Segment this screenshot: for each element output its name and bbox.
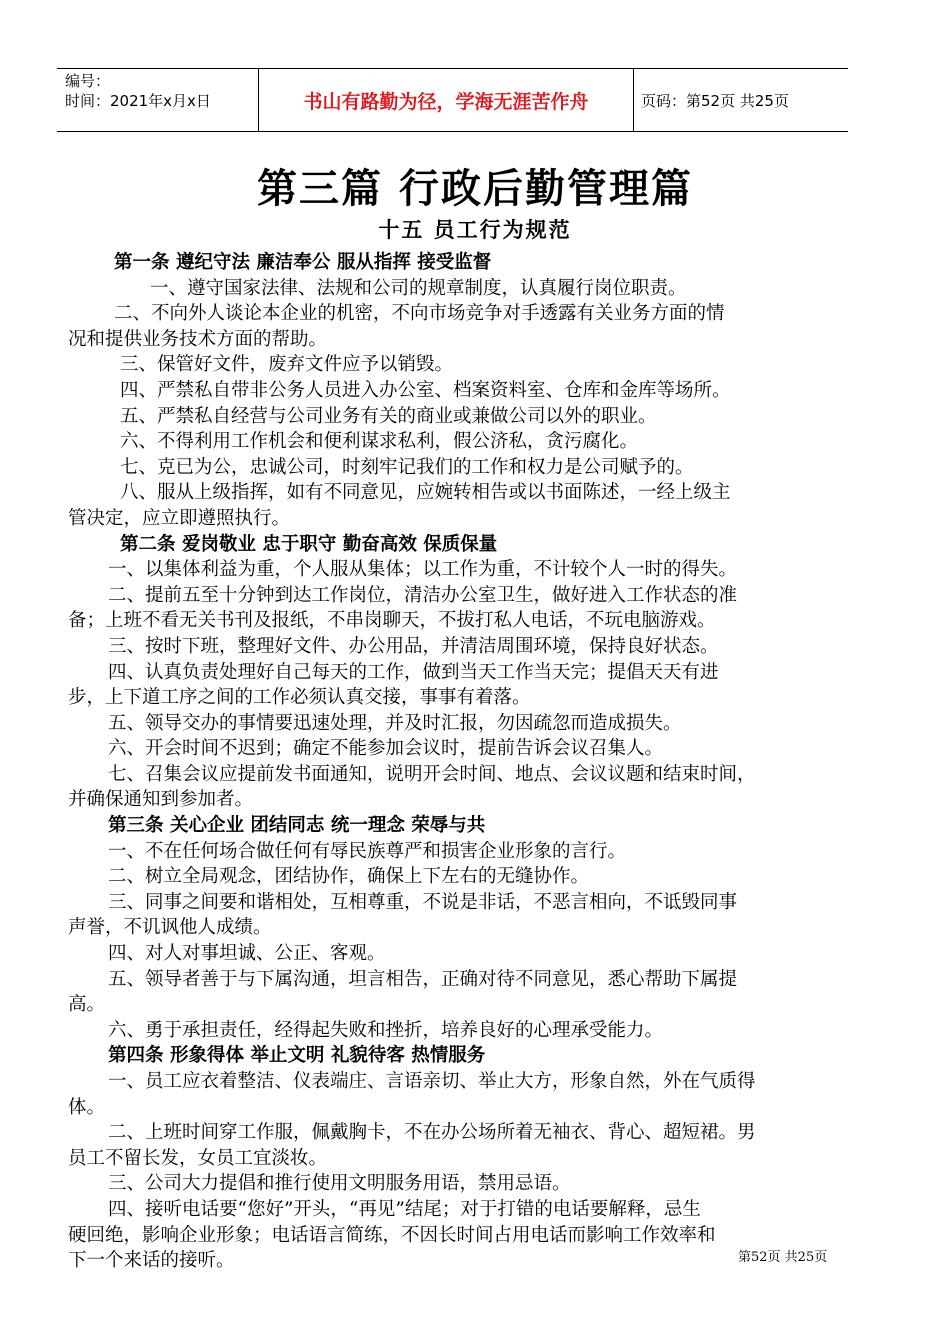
paragraph-line: 一、员工应衣着整洁、仪表端庄、言语亲切、举止大方，形象自然，外在气质得 (108, 1071, 756, 1092)
paragraph-line: 备；上班不看无关书刊及报纸，不串岗聊天，不拔打私人电话，不玩电脑游戏。 (68, 610, 716, 632)
paragraph-line: 五、严禁私自经营与公司业务有关的商业或兼做公司以外的职业。 (120, 405, 657, 427)
paragraph-line: 下一个来话的接听。 (68, 1250, 235, 1272)
paragraph-line: 二、上班时间穿工作服，佩戴胸卡，不在办公场所着无袖衣、背心、超短裙。男 (108, 1122, 756, 1144)
paragraph-line: 硬回绝，影响企业形象；电话语言简练，不因长时间占用电话而影响工作效率和 (68, 1224, 716, 1246)
paragraph-line: 五、领导者善于与下属沟通，坦言相告，正确对待不同意见，悉心帮助下属提 (108, 968, 738, 990)
article-heading: 第四条 形象得体 举止文明 礼貌待客 热情服务 (108, 1045, 486, 1067)
paragraph-line: 七、召集会议应提前发书面通知，说明开会时间、地点、会议议题和结束时间， (108, 763, 756, 785)
article-heading: 第二条 爱岗敬业 忠于职守 勤奋高效 保质保量 (120, 533, 498, 555)
header-page-label: 页码：第52页 共25页 (641, 91, 789, 110)
article-heading: 第三条 关心企业 团结同志 统一理念 荣辱与共 (108, 815, 486, 837)
paragraph-line: 六、开会时间不迟到；确定不能参加会议时，提前告诉会议召集人。 (108, 738, 664, 760)
document-body (68, 250, 844, 1274)
header-motto: 书山有路勤为径，学海无涯苦作舟 (258, 69, 634, 131)
paragraph-line: 并确保通知到参加者。 (68, 789, 254, 811)
chapter-title: 第三篇 行政后勤管理篇 (257, 166, 693, 212)
paragraph-line: 四、认真负责处理好自己每天的工作，做到当天工作当天完；提倡天天有进 (108, 661, 719, 683)
page-footer: 第52页 共25页 (738, 1250, 828, 1265)
paragraph-line: 二、树立全局观念，团结协作，确保上下左右的无缝协作。 (108, 866, 590, 888)
paragraph-line: 声誉，不讥讽他人成绩。 (68, 917, 272, 939)
paragraph-line: 高。 (68, 994, 106, 1016)
paragraph-line: 二、不向外人谈论本企业的机密，不向市场竞争对手透露有关业务方面的情 (114, 303, 725, 325)
paragraph-line: 五、领导交办的事情要迅速处理，并及时汇报，勿因疏忽而造成损失。 (108, 712, 682, 734)
paragraph-line: 四、对人对事坦诚、公正、客观。 (108, 943, 386, 965)
paragraph-line: 四、严禁私自带非公务人员进入办公室、档案资料室、仓库和金库等场所。 (120, 379, 731, 401)
doc-date-label: 时间：2021年x月x日 (65, 92, 211, 110)
paragraph-line: 七、克已为公，忠诚公司，时刻牢记我们的工作和权力是公司赋予的。 (120, 456, 694, 478)
section-subtitle: 十五 员工行为规范 (378, 218, 572, 242)
page-header (57, 68, 848, 132)
header-info-cell (57, 69, 258, 131)
paragraph-line: 步，上下道工序之间的工作必须认真交接，事事有着落。 (68, 687, 531, 709)
doc-number-label: 编号： (65, 72, 111, 90)
paragraph-line: 三、保管好文件，废弃文件应予以销毁。 (120, 354, 454, 376)
paragraph-line: 六、不得利用工作机会和便利谋求私利，假公济私，贪污腐化。 (120, 431, 639, 453)
paragraph-line: 三、公司大力提倡和推行使用文明服务用语，禁用忌语。 (108, 1173, 571, 1195)
paragraph-line: 体。 (68, 1096, 106, 1118)
paragraph-line: 四、接听电话要“您好”开头，“再见”结尾；对于打错的电话要解释，忌生 (108, 1198, 701, 1220)
paragraph-line: 一、不在任何场合做任何有辱民族尊严和损害企业形象的言行。 (108, 840, 627, 862)
paragraph-line: 一、以集体利益为重，个人服从集体；以工作为重，不计较个人一时的得失。 (108, 559, 738, 581)
paragraph-line: 员工不留长发，女员工宜淡妆。 (68, 1147, 328, 1169)
paragraph-line: 八、服从上级指挥，如有不同意见，应婉转相告或以书面陈述，一经上级主 (120, 482, 731, 504)
paragraph-line: 三、按时下班，整理好文件、办公用品，并清洁周围环境，保持良好状态。 (108, 635, 719, 657)
paragraph-line: 三、同事之间要和谐相处，互相尊重，不说是非话，不恶言相向，不诋毁同事 (108, 891, 738, 913)
article-heading: 第一条 遵纪守法 廉洁奉公 服从指挥 接受监督 (114, 252, 492, 273)
paragraph-line: 况和提供业务技术方面的帮助。 (68, 328, 328, 350)
paragraph-line: 二、提前五至十分钟到达工作岗位，清洁办公室卫生，做好进入工作状态的准 (108, 584, 738, 606)
paragraph-line: 管决定，应立即遵照执行。 (68, 507, 291, 529)
paragraph-line: 一、遵守国家法律、法规和公司的规章制度，认真履行岗位职责。 (150, 277, 687, 299)
paragraph-line: 六、勇于承担责任，经得起失败和挫折，培养良好的心理承受能力。 (108, 1019, 664, 1041)
